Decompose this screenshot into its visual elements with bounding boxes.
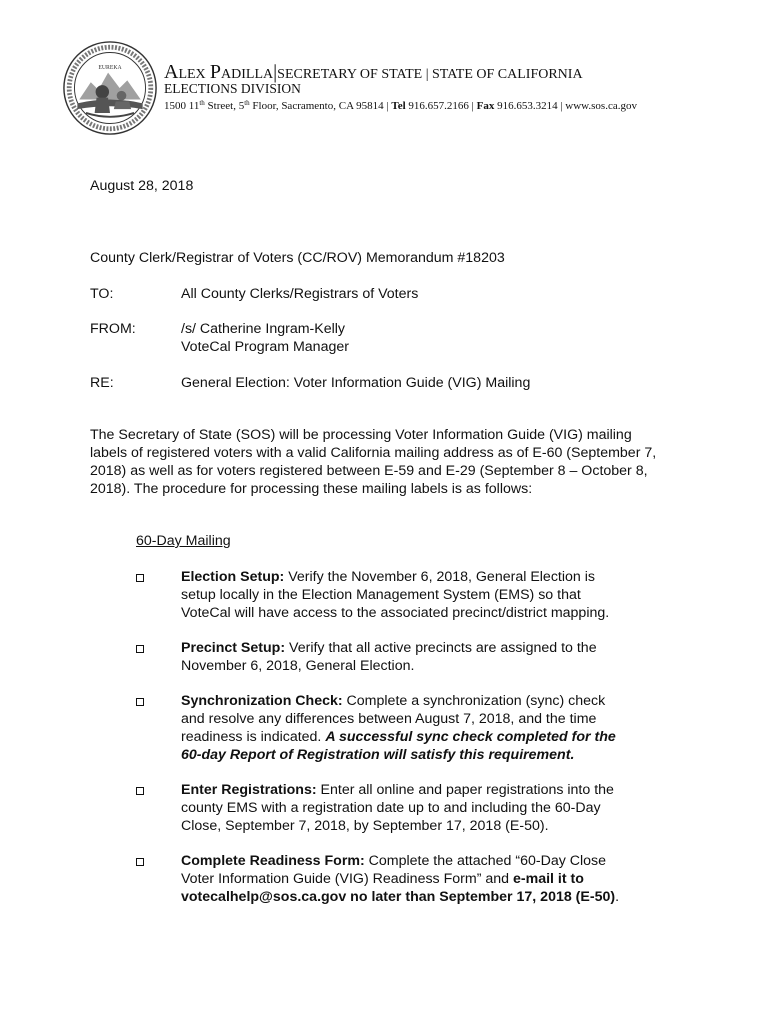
state-seal-logo bbox=[62, 40, 158, 136]
section-heading: 60-Day Mailing bbox=[136, 533, 231, 549]
checkbox-bullet bbox=[136, 858, 144, 866]
list-item-readiness-form: Complete Readiness Form: Complete the attached “60-Day Close Voter Information Guide (VIG) Readiness Form” and e-mail it to votecalhelp@sos.ca.gov no later than September 17, 2018 (E-50). bbox=[181, 853, 620, 905]
checkbox-bullet bbox=[136, 645, 144, 653]
checkbox-bullet bbox=[136, 787, 144, 795]
list-item-precinct-setup: Precinct Setup: Verify that all active precincts are assigned to the November 6, 2018, General Election. bbox=[181, 640, 597, 674]
letterhead-title: SECRETARY OF STATE | STATE OF CALIFORNIA bbox=[277, 67, 583, 82]
to-value: All County Clerks/Registrars of Voters bbox=[181, 286, 419, 302]
from-title: VoteCal Program Manager bbox=[181, 339, 349, 355]
list-item-sync-check: Synchronization Check: Complete a synchronization (sync) check and resolve any differences between August 7, 2018, and the time readiness is indicated. A successful sync check completed for the 60-day Report of Registration will satisfy this requirement. bbox=[181, 693, 616, 763]
to-label: TO: bbox=[90, 286, 114, 302]
list-item-election-setup: Election Setup: Verify the November 6, 2018, General Election is setup locally in the Election Management System (EMS) so that VoteCal will have access to the associated precinct/district mapping. bbox=[181, 569, 610, 621]
email-instruction: e-mail it to bbox=[512, 871, 584, 887]
seal-motto: EUREKA bbox=[98, 64, 122, 71]
checkbox-bullet bbox=[136, 698, 144, 706]
re-value: General Election: Voter Information Guide (VIG) Mailing bbox=[181, 375, 531, 391]
re-label: RE: bbox=[90, 375, 114, 391]
letterhead-division: ELECTIONS DIVISION bbox=[164, 81, 301, 96]
checkbox-bullet bbox=[136, 574, 144, 582]
intro-paragraph: The Secretary of State (SOS) will be processing Voter Information Guide (VIG) mailing labels of registered voters with a valid California mailing address as of E-60 (September 7, 2018) as well as for voters registered between E-59 and E-29 (September 8 – October 8, 2018). The procedure for processing these mailing labels is as follows: bbox=[90, 427, 657, 497]
letterhead-name-title: ALEX PADILLA|SECRETARY OF STATE | STATE OF CALIFORNIA bbox=[164, 61, 583, 83]
memo-date: August 28, 2018 bbox=[90, 178, 194, 194]
letterhead-address: 1500 11th Street, 5th Floor, Sacramento, CA 95814 | Tel 916.657.2166 | Fax 916.653.3214 | www.sos.ca.gov bbox=[164, 99, 637, 112]
memo-subject: County Clerk/Registrar of Voters (CC/ROV) Memorandum #18203 bbox=[90, 250, 505, 266]
from-name: /s/ Catherine Ingram-Kelly bbox=[181, 321, 346, 337]
email-link[interactable]: votecalhelp@sos.ca.gov no later than September 17, 2018 (E-50) bbox=[181, 889, 616, 905]
from-label: FROM: bbox=[90, 321, 136, 337]
list-item-enter-registrations: Enter Registrations: Enter all online and paper registrations into the county EMS with a registration date up to and including the 60-Day Close, September 7, 2018, by September 17, 2018 (E-50). bbox=[181, 782, 614, 834]
